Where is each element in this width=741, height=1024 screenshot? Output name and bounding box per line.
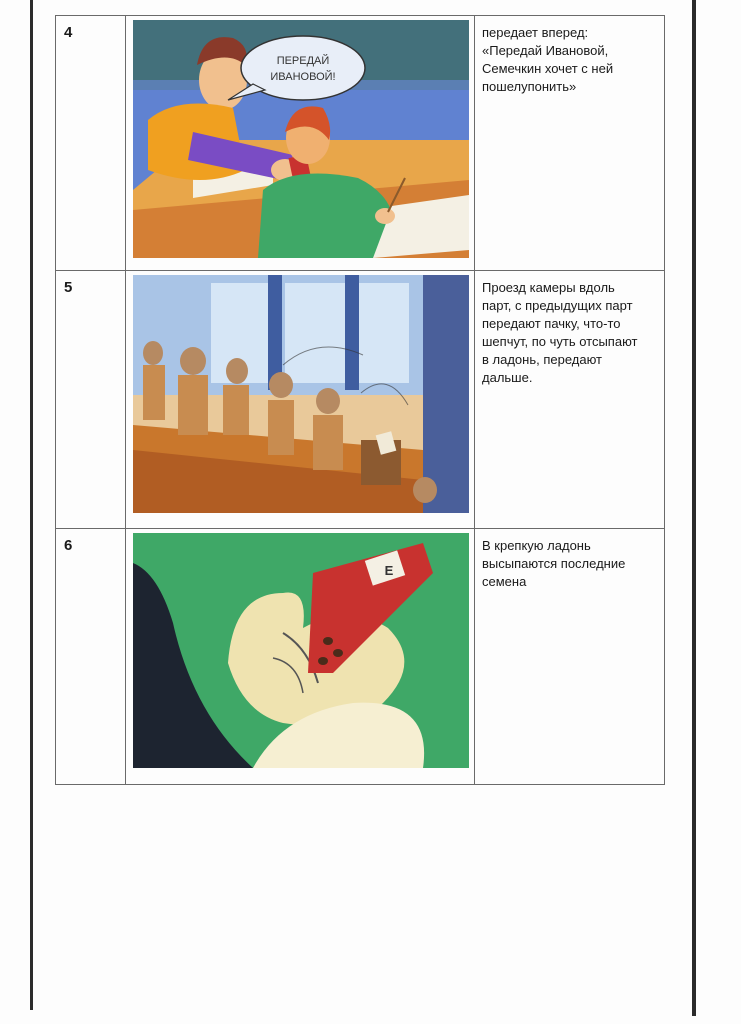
frame-number: 5 (56, 271, 126, 529)
packet-label: E (384, 563, 394, 578)
frame-description: Проезд камеры вдоль парт, с предыдущих парт передают пачку, что-то шепчут, по чуть отсыпают в ладонь, передают дальше. (475, 271, 665, 529)
binder-line-left (30, 0, 33, 1010)
storyboard-table (55, 15, 665, 785)
sketch-seeds-into-palm (133, 533, 469, 768)
speech-bubble-line: ПЕРЕДАЙ (276, 55, 330, 67)
sketch-pass-note (133, 20, 469, 258)
frame-number: 4 (56, 16, 126, 271)
frame-cell (126, 16, 475, 271)
frame-cell (126, 271, 475, 529)
storyboard-row (56, 271, 665, 529)
speech-bubble-line: ИВАНОВОЙ! (270, 71, 336, 83)
storyboard-row (56, 16, 665, 271)
storyboard-row (56, 529, 665, 785)
binder-line-right (692, 0, 696, 1016)
frame-description: В крепкую ладонь высыпаются последние семена (475, 529, 665, 785)
frame-description: передает вперед: «Передай Ивановой, Семечкин хочет с ней пошелупонить» (475, 16, 665, 271)
sketch-classroom-pan (133, 275, 469, 513)
frame-number: 6 (56, 529, 126, 785)
frame-cell (126, 529, 475, 785)
